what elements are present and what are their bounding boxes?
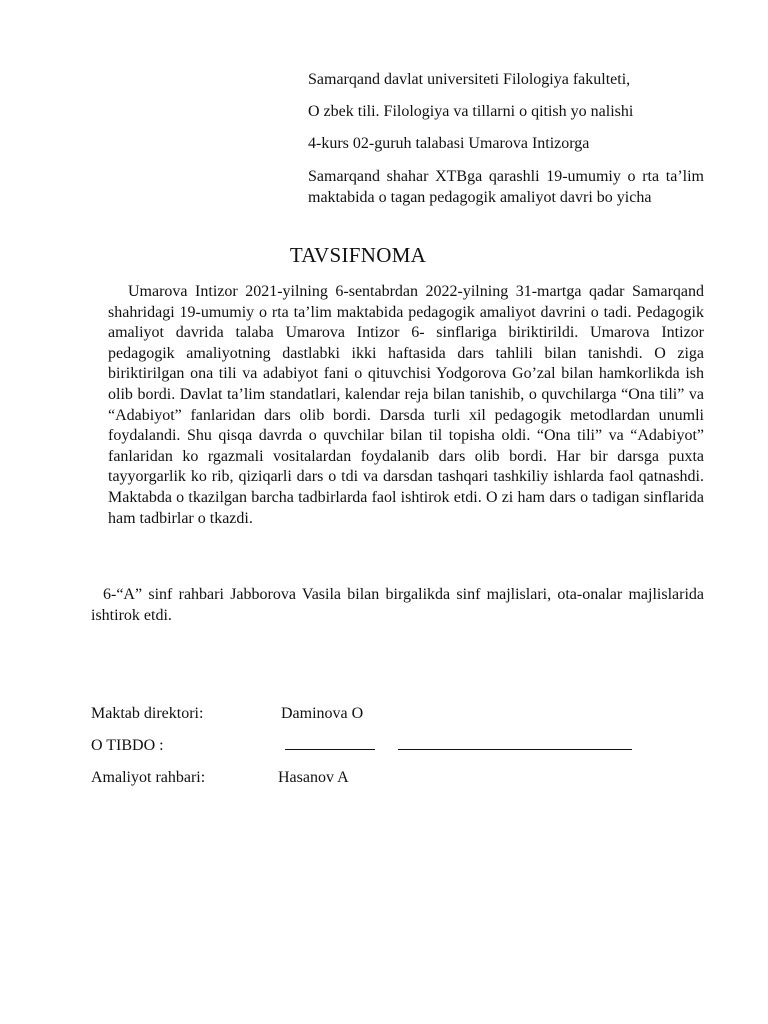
header-line-university: Samarqand davlat universiteti Filologiya fakulteti, — [308, 71, 631, 88]
body-paragraph-class: 6-“A” sinf rahbari Jabborova Vasila bilan birgalikda sinf majlislari, ota-onalar majlislarida ishtirok etdi. — [91, 586, 704, 624]
supervisor-label: Amaliyot rahbari: — [91, 769, 206, 786]
director-name: Daminova O — [281, 705, 364, 722]
header-line-student: 4-kurs 02-guruh talabasi Umarova Intizorga — [308, 135, 590, 152]
otibdo-blank-short — [285, 749, 375, 750]
supervisor-name: Hasanov A — [278, 769, 349, 786]
otibdo-blank-long — [398, 749, 632, 750]
signature-row-director — [91, 703, 691, 725]
signature-row-otibdo — [91, 735, 691, 757]
document-title: TAVSIFNOMA — [289, 243, 427, 267]
header-line-school: Samarqand shahar XTBga qarashli 19-umumiy o rta ta’lim maktabida o tagan pedagogik amaliyot davri bo yicha — [308, 168, 704, 206]
signature-row-supervisor — [91, 767, 691, 789]
director-label: Maktab direktori: — [91, 705, 204, 722]
body-paragraph-main: Umarova Intizor 2021-yilning 6-sentabrdan 2022-yilning 31-martga qadar Samarqand shahridagi 19-umumiy o rta ta’lim maktabida pedagogik amaliyot davrini o tadi. Pedagogik amaliyot davrida talaba Umarova Intizor 6- sinflariga biriktirildi. Umarova Intizor pedagogik amaliyotning dastlabki ikki haftasida dars tahlili bilan tanishdi. O ziga biriktirilgan ona tili va adabiyot fani o qituvchisi Yodgorova Go’zal bilan hamkorlikda ish olib bordi. Davlat ta’lim standatlari, kalendar reja bilan tanishib, o quvchilarga “Ona tili” va “Adabiyot” fanlaridan dars olib bordi. Darsda turli xil pedagogik metodlardan unumli foydalandi. Shu qisqa davrda o quvchilar bilan til topisha oldi. “Ona tili” va “Adabiyot” fanlaridan ko rgazmali vositalardan foydalanib dars olib bordi. Har bir darsga puxta tayyorgarlik ko rib, qiziqarli dars o tdi va darsdan tashqari tashkiliy ishlarda faol qatnashdi. Maktabda o tkazilgan barcha tadbirlarda faol ishtirok etdi. O zi ham dars o tadigan sinflarida ham tadbirlar o tkazdi. — [108, 283, 704, 527]
header-line-department: O zbek tili. Filologiya va tillarni o qitish yo nalishi — [308, 103, 634, 120]
otibdo-label: O TIBDO : — [91, 737, 164, 754]
